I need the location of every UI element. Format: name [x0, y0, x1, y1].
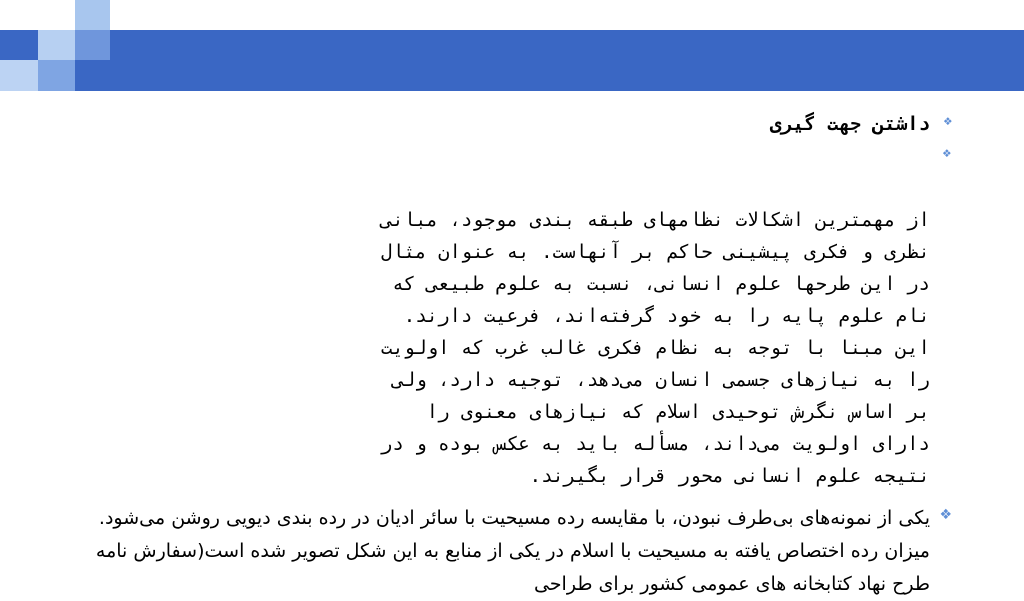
diamond-bullet-icon: ❖ [943, 113, 952, 129]
decor-square [38, 60, 75, 91]
decor-square [75, 0, 110, 30]
bullet-text: از مهمترین اشکالات نظامهای طبقه بندی موجود، مبانی نظری و فکری پیشینی حاکم بر آنهاست. به عنوان مثال در این طرحها علوم انسانی، نسبت به علوم طبیعی که نام علوم پایه را به خود گرفته‌اند، فرعیت دارند. این مبنا با توجه به نظام فکری غالب غرب که اولویت را به نیازهای جسمی انسان می‌دهد، توجیه دارد، ولی بر اساس نگرش توحیدی اسلام که نیازهای معنوی را دارای اولویت می‌داند، مسأله باید به عکس بوده و در نتیجه علوم انسانی محور قرار بگیرند. [380, 209, 930, 487]
diamond-bullet-icon: ❖ [939, 507, 952, 523]
decor-square [0, 60, 38, 91]
bullet-item [70, 108, 970, 140]
bullet-text: داشتن جهت گیری [769, 113, 930, 135]
bullet-text: یکی از نمونه‌های بی‌طرف نبودن، با مقایسه رده مسیحیت با سائر ادیان در رده بندی دیویی روشن می‌شود. میزان رده اختصاص یافته به مسیحیت با اسلام در یکی از منابع به این شکل تصویر شده است(سفارش نامه طرح نهاد کتابخانه های عمومی کشور برای طراحی [95, 507, 930, 595]
decor-square [38, 30, 75, 60]
decor-square [75, 30, 110, 60]
bullet-item [70, 140, 970, 492]
slide-content [70, 108, 970, 601]
header-bar [0, 30, 1024, 91]
bullet-item [70, 502, 970, 601]
diamond-bullet-icon: ❖ [942, 145, 952, 161]
